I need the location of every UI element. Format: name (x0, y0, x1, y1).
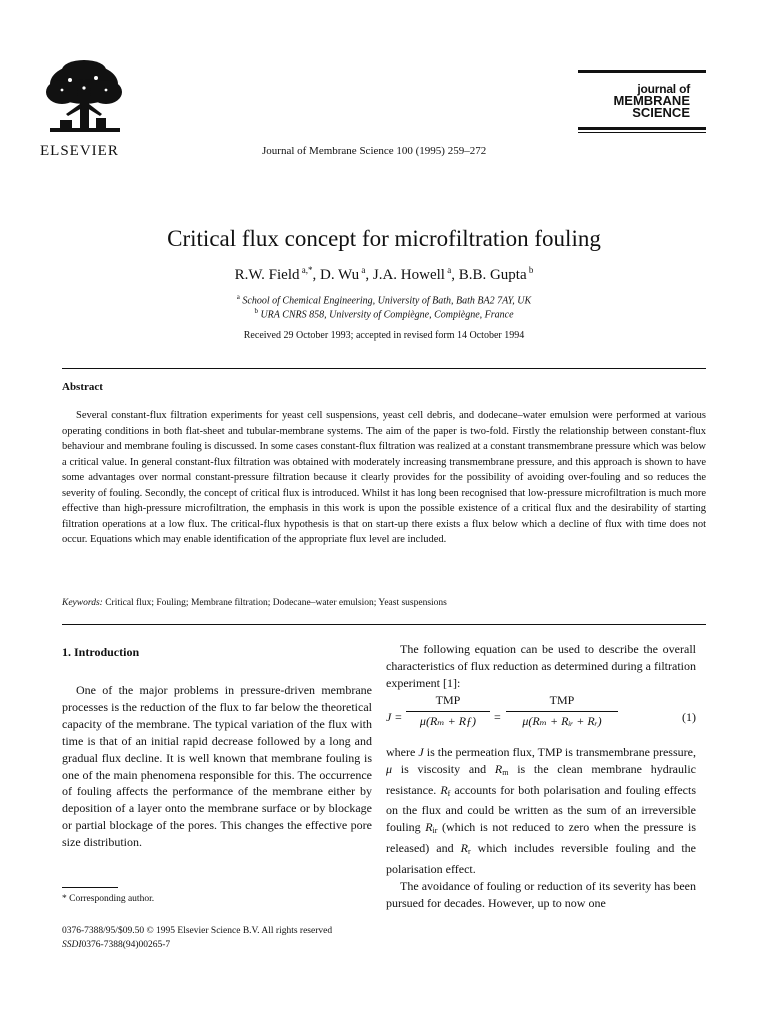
keywords (62, 598, 706, 608)
symbol-r: R (425, 820, 433, 835)
symbol-j: J (418, 744, 424, 759)
journal-logo-text (578, 83, 690, 119)
affiliation-text: URA CNRS 858, University of Compiègne, Compiègne, France (260, 309, 514, 321)
footnote-rule (62, 887, 118, 888)
text-run: is viscosity and (392, 761, 495, 776)
abstract-heading: Abstract (62, 381, 103, 393)
affiliation-mark: b (254, 307, 258, 315)
copyright-line: 0376-7388/95/$09.50 © 1995 Elsevier Science B.V. All rights reserved (62, 926, 333, 936)
author-sup: a (447, 265, 452, 275)
text-run: (which is not reduced to zero when the pressure is released) and (386, 820, 696, 856)
abstract-rule-bottom (62, 624, 706, 625)
symbol-r: R (460, 841, 468, 856)
affiliation-b (0, 307, 768, 320)
copyright-block (62, 924, 332, 952)
ssdi-label: SSDI (62, 940, 82, 950)
author-sup: a,* (301, 265, 313, 275)
fouling-avoidance-paragraph: The avoidance of fouling or reduction of its severity has been pursued for decades. However, up to now one (386, 879, 696, 910)
journal-logo (578, 70, 706, 133)
keywords-text: Critical flux; Fouling; Membrane filtration; Dodecane–water emulsion; Yeast suspensions (105, 598, 447, 608)
author-name: B.B. Gupta (458, 267, 527, 283)
fraction-2 (506, 692, 618, 730)
introduction-paragraph: One of the major problems in pressure-driven membrane processes is the reduction of the flux to far below the theoretical capacity of the membrane. The typical variation of the flux with time is that of an initial rapid decrease followed by a long and gradual flux decline. It is well known that membrane fouling is one of the main phenomena responsible for this. The occurrence of fouling affects the performance of the membrane either by deposition of a layer onto the membrane surface or by blockage or partial blockage of the pores. This changes the effective pore size distribution. (62, 683, 372, 850)
author-sup: b (528, 265, 534, 275)
text-run: where (386, 744, 419, 759)
introduction-column (62, 682, 372, 851)
fraction-1-denominator: μ(Rₘ + Rƒ) (419, 713, 477, 728)
equals-sign: = (395, 709, 402, 724)
fraction-1 (406, 692, 490, 730)
subscript-f: f (447, 788, 451, 798)
abstract-text: Several constant-flux filtration experiments for yeast cell suspensions, yeast cell debris, and dodecane–water emulsion were performed at various operating conditions in both flat-sheet and tubular-membrane systems. The aim of the paper is two-fold. Firstly the relationship between constant-flux behaviour and membrane fouling is discussed. In some cases constant-flux filtration was realized at a constant transmembrane pressure which was below a critical value. In general constant-flux filtration was obtained with moderately increasing transmembrane pressure, and this approach is shown to have some advantages over normal constant-pressure filtration because it clearly provides for the possibility of avoiding over-fouling and so reduces the severity of fouling. Secondly, the concept of critical flux is introduced. Whilst it has long been recognised that low-pressure microfiltration is much more effective than high-pressure microfiltration, the emphasis in this work is upon the possible existence of a critical flux and the desirability of starting filtration operations at a low flux. The critical-flux hypothesis is that on start-up there exists a flux below which a decline of flux with time does not occur. Equations which may enable identification of the appropriate flux level are included. (62, 410, 706, 545)
equation-1 (386, 692, 696, 744)
affiliation-text: School of Chemical Engineering, University of Bath, Bath BA2 7AY, UK (242, 295, 532, 307)
fraction-1-numerator: TMP (406, 692, 490, 712)
author-name: D. Wu (320, 267, 360, 283)
text-run: is the clean membrane hydraulic resistance. (386, 761, 697, 797)
fraction-2-numerator: TMP (506, 692, 618, 712)
text-run: accounts for both polarisation and fouling effects on the flux and could be written as the sum of an irreversible fouling (386, 782, 696, 835)
elsevier-tree-icon (40, 58, 128, 142)
text-run: which includes reversible fouling and the polarisation effect. (386, 841, 696, 877)
affiliation-a (0, 293, 768, 306)
publisher-logo (40, 58, 150, 160)
logo-rule-bottom-thin (578, 132, 706, 133)
equation-intro-paragraph: The following equation can be used to describe the overall characteristics of flux reduction as determined during a filtration experiment [1]: (386, 642, 696, 690)
journal-logo-line-1: journal of (637, 82, 690, 96)
author-sup: a (361, 265, 366, 275)
subscript-r: r (468, 847, 471, 857)
ssdi-value: 0376-7388(94)00265-7 (81, 940, 171, 950)
subscript-m: m (502, 767, 509, 777)
publisher-name: ELSEVIER (40, 143, 119, 159)
right-column (386, 641, 696, 912)
received-dates: Received 29 October 1993; accepted in revised form 14 October 1994 (243, 330, 525, 341)
journal-reference: Journal of Membrane Science 100 (1995) 259–272 (262, 145, 487, 157)
ssdi-line (62, 938, 332, 952)
equals-sign: = (494, 709, 501, 724)
keywords-label: Keywords: (62, 598, 103, 608)
symbol-mu: μ (386, 761, 393, 776)
affiliation-mark: a (236, 293, 240, 301)
symbol-r: R (494, 761, 503, 776)
corresponding-author-footnote: * Corresponding author. (62, 894, 155, 904)
journal-logo-line-3: SCIENCE (632, 105, 690, 120)
abstract-rule-top (62, 368, 706, 369)
logo-rule-bottom (578, 127, 706, 130)
author-name: J.A. Howell (372, 267, 445, 283)
author-list: R.W. Field $^{a,*}$, D. Wu $^a$, J.A. Howell $^a$, B.B. Gupta $^b$ (234, 265, 534, 283)
equation-lhs: J (386, 709, 392, 724)
text-run: is the permeation flux, TMP is transmembrane pressure, (423, 744, 696, 759)
symbol-r: R (440, 782, 448, 797)
fraction-2-denominator: μ(Rₘ + Rᵢᵣ + Rᵣ) (522, 713, 602, 728)
subscript-ir: ir (432, 826, 438, 836)
author-name: R.W. Field (234, 267, 300, 283)
journal-logo-line-2: MEMBRANE (613, 93, 690, 108)
equation-explanation-paragraph (386, 744, 696, 878)
equation-number: (1) (682, 709, 696, 724)
article-title: Critical flux concept for microfiltration fouling (167, 226, 601, 251)
logo-rule-top (578, 70, 706, 73)
section-heading-introduction: 1. Introduction (62, 645, 140, 659)
